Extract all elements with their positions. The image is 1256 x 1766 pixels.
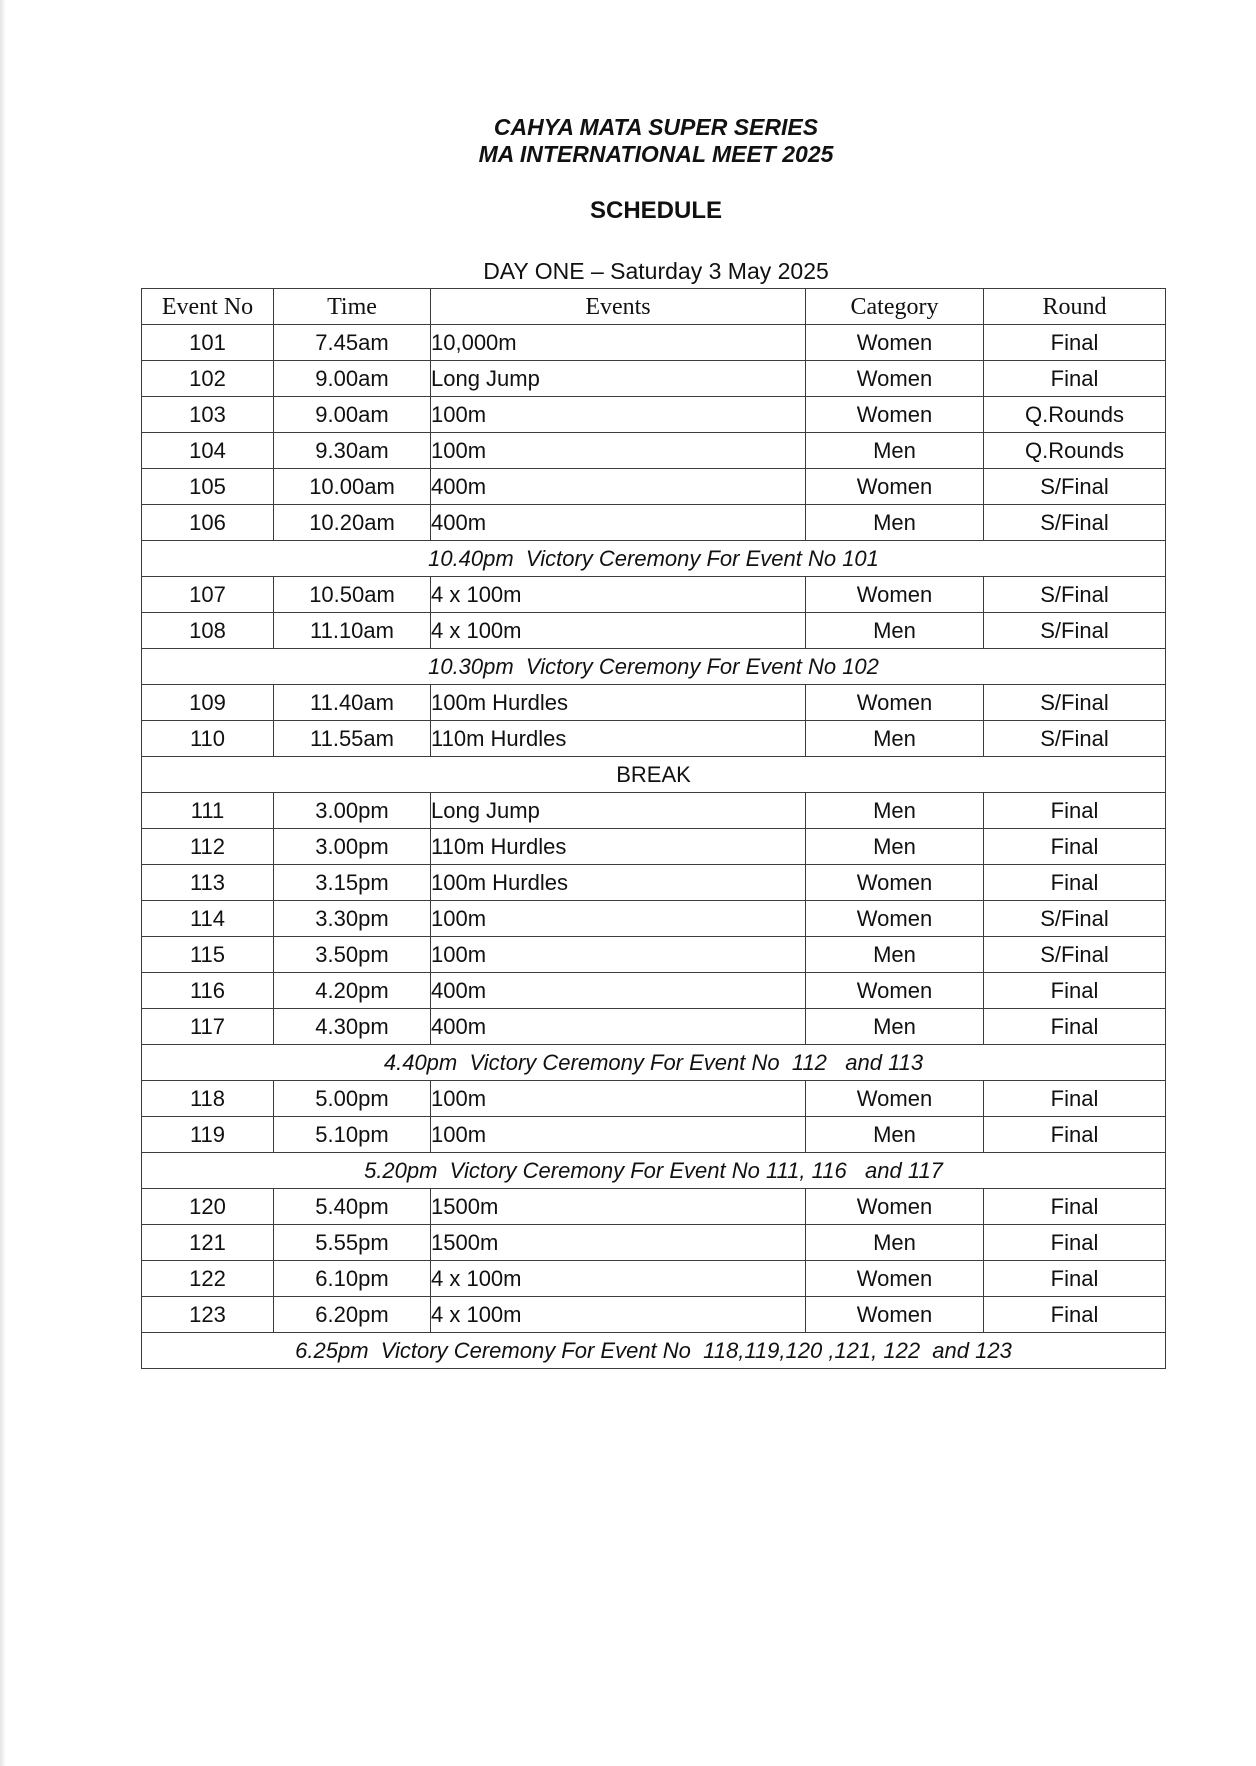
event-time-cell: 10.50am <box>274 577 431 613</box>
event-time-cell: 11.10am <box>274 613 431 649</box>
table-row <box>142 1081 1166 1117</box>
table-row <box>142 901 1166 937</box>
table-row <box>142 469 1166 505</box>
event-round-cell: Final <box>984 1225 1166 1261</box>
event-time-cell: 11.40am <box>274 685 431 721</box>
event-name-cell: 4 x 100m <box>431 1297 806 1333</box>
event-round-cell: Final <box>984 1261 1166 1297</box>
event-name-cell: 400m <box>431 1009 806 1045</box>
event-name-cell: Long Jump <box>431 793 806 829</box>
event-name-cell: 10,000m <box>431 325 806 361</box>
event-round-cell: Final <box>984 973 1166 1009</box>
day-heading: DAY ONE – Saturday 3 May 2025 <box>483 258 829 284</box>
event-number-cell: 106 <box>142 505 274 541</box>
event-round-cell: S/Final <box>984 577 1166 613</box>
table-row <box>142 685 1166 721</box>
event-number-cell: 102 <box>142 361 274 397</box>
victory-ceremony-note: 6.25pm Victory Ceremony For Event No 118,119,120 ,121, 122 and 123 <box>142 1333 1166 1369</box>
event-category-cell: Women <box>806 1297 984 1333</box>
event-time-cell: 4.30pm <box>274 1009 431 1045</box>
event-category-cell: Men <box>806 937 984 973</box>
event-round-cell: S/Final <box>984 469 1166 505</box>
event-category-cell: Women <box>806 469 984 505</box>
column-header-round: Round <box>984 289 1166 325</box>
event-name-cell: 400m <box>431 973 806 1009</box>
column-header-events: Events <box>431 289 806 325</box>
ceremony-row <box>142 1153 1166 1189</box>
event-name-cell: 110m Hurdles <box>431 721 806 757</box>
table-header-row <box>142 289 1166 325</box>
event-time-cell: 10.20am <box>274 505 431 541</box>
event-time-cell: 10.00am <box>274 469 431 505</box>
event-time-cell: 3.30pm <box>274 901 431 937</box>
column-header-event-no: Event No <box>142 289 274 325</box>
event-round-cell: Q.Rounds <box>984 433 1166 469</box>
event-name-cell: 100m Hurdles <box>431 865 806 901</box>
table-row <box>142 577 1166 613</box>
event-round-cell: Final <box>984 865 1166 901</box>
table-row <box>142 1189 1166 1225</box>
break-row <box>142 757 1166 793</box>
event-name-cell: 1500m <box>431 1189 806 1225</box>
event-number-cell: 120 <box>142 1189 274 1225</box>
event-category-cell: Women <box>806 361 984 397</box>
event-name-cell: 400m <box>431 469 806 505</box>
event-time-cell: 5.55pm <box>274 1225 431 1261</box>
event-time-cell: 3.00pm <box>274 829 431 865</box>
event-round-cell: Final <box>984 829 1166 865</box>
event-category-cell: Men <box>806 1009 984 1045</box>
event-time-cell: 3.00pm <box>274 793 431 829</box>
event-number-cell: 104 <box>142 433 274 469</box>
table-row <box>142 433 1166 469</box>
event-category-cell: Women <box>806 1189 984 1225</box>
break-label: BREAK <box>142 757 1166 793</box>
event-time-cell: 9.30am <box>274 433 431 469</box>
event-number-cell: 107 <box>142 577 274 613</box>
event-category-cell: Women <box>806 865 984 901</box>
event-round-cell: S/Final <box>984 937 1166 973</box>
event-category-cell: Women <box>806 1081 984 1117</box>
event-number-cell: 121 <box>142 1225 274 1261</box>
event-round-cell: S/Final <box>984 901 1166 937</box>
table-row <box>142 721 1166 757</box>
event-number-cell: 119 <box>142 1117 274 1153</box>
ceremony-row <box>142 541 1166 577</box>
event-time-cell: 6.10pm <box>274 1261 431 1297</box>
victory-ceremony-note: 10.40pm Victory Ceremony For Event No 101 <box>142 541 1166 577</box>
event-time-cell: 3.50pm <box>274 937 431 973</box>
event-name-cell: 100m <box>431 901 806 937</box>
event-category-cell: Women <box>806 901 984 937</box>
event-round-cell: S/Final <box>984 613 1166 649</box>
table-row <box>142 1117 1166 1153</box>
event-name-cell: 1500m <box>431 1225 806 1261</box>
event-category-cell: Women <box>806 325 984 361</box>
event-name-cell: 110m Hurdles <box>431 829 806 865</box>
schedule-heading: SCHEDULE <box>589 197 722 224</box>
event-name-cell: 4 x 100m <box>431 613 806 649</box>
event-round-cell: Final <box>984 1297 1166 1333</box>
schedule-table-body <box>142 325 1166 1369</box>
table-row <box>142 397 1166 433</box>
event-category-cell: Men <box>806 613 984 649</box>
event-category-cell: Men <box>806 505 984 541</box>
event-number-cell: 116 <box>142 973 274 1009</box>
event-number-cell: 113 <box>142 865 274 901</box>
table-row <box>142 973 1166 1009</box>
table-row <box>142 1009 1166 1045</box>
event-time-cell: 9.00am <box>274 361 431 397</box>
column-header-time: Time <box>274 289 431 325</box>
event-category-cell: Men <box>806 1117 984 1153</box>
event-round-cell: Final <box>984 1117 1166 1153</box>
event-name-cell: 100m <box>431 397 806 433</box>
event-category-cell: Men <box>806 1225 984 1261</box>
event-number-cell: 110 <box>142 721 274 757</box>
table-row <box>142 505 1166 541</box>
ceremony-row <box>142 1045 1166 1081</box>
event-name-cell: 100m <box>431 937 806 973</box>
event-number-cell: 112 <box>142 829 274 865</box>
event-name-cell: 4 x 100m <box>431 1261 806 1297</box>
event-number-cell: 117 <box>142 1009 274 1045</box>
table-row <box>142 361 1166 397</box>
table-row <box>142 1297 1166 1333</box>
event-time-cell: 5.00pm <box>274 1081 431 1117</box>
victory-ceremony-note: 4.40pm Victory Ceremony For Event No 112 and 113 <box>142 1045 1166 1081</box>
event-time-cell: 7.45am <box>274 325 431 361</box>
event-category-cell: Women <box>806 685 984 721</box>
event-round-cell: S/Final <box>984 505 1166 541</box>
event-number-cell: 109 <box>142 685 274 721</box>
event-round-cell: Final <box>984 325 1166 361</box>
table-row <box>142 1225 1166 1261</box>
victory-ceremony-note: 5.20pm Victory Ceremony For Event No 111, 116 and 117 <box>142 1153 1166 1189</box>
event-name-cell: 100m Hurdles <box>431 685 806 721</box>
schedule-table <box>141 288 1166 1369</box>
event-number-cell: 103 <box>142 397 274 433</box>
table-row <box>142 793 1166 829</box>
event-time-cell: 5.40pm <box>274 1189 431 1225</box>
event-number-cell: 118 <box>142 1081 274 1117</box>
ceremony-row <box>142 1333 1166 1369</box>
event-number-cell: 108 <box>142 613 274 649</box>
ceremony-row <box>142 649 1166 685</box>
event-category-cell: Men <box>806 829 984 865</box>
table-row <box>142 937 1166 973</box>
event-time-cell: 4.20pm <box>274 973 431 1009</box>
event-name-cell: Long Jump <box>431 361 806 397</box>
meet-series-title: CAHYA MATA SUPER SERIES <box>493 114 819 140</box>
event-round-cell: Final <box>984 1009 1166 1045</box>
event-category-cell: Men <box>806 721 984 757</box>
table-row <box>142 865 1166 901</box>
meet-name-title: MA INTERNATIONAL MEET 2025 <box>478 141 834 167</box>
event-number-cell: 123 <box>142 1297 274 1333</box>
event-time-cell: 3.15pm <box>274 865 431 901</box>
event-time-cell: 9.00am <box>274 397 431 433</box>
event-number-cell: 105 <box>142 469 274 505</box>
table-row <box>142 1261 1166 1297</box>
event-round-cell: Final <box>984 361 1166 397</box>
event-category-cell: Women <box>806 397 984 433</box>
event-round-cell: S/Final <box>984 721 1166 757</box>
event-time-cell: 6.20pm <box>274 1297 431 1333</box>
event-round-cell: Q.Rounds <box>984 397 1166 433</box>
event-name-cell: 400m <box>431 505 806 541</box>
event-name-cell: 100m <box>431 433 806 469</box>
table-row <box>142 325 1166 361</box>
event-name-cell: 100m <box>431 1081 806 1117</box>
event-round-cell: Final <box>984 1189 1166 1225</box>
event-number-cell: 115 <box>142 937 274 973</box>
event-time-cell: 11.55am <box>274 721 431 757</box>
event-category-cell: Women <box>806 577 984 613</box>
event-number-cell: 101 <box>142 325 274 361</box>
event-round-cell: S/Final <box>984 685 1166 721</box>
event-category-cell: Women <box>806 1261 984 1297</box>
event-name-cell: 4 x 100m <box>431 577 806 613</box>
event-number-cell: 122 <box>142 1261 274 1297</box>
event-round-cell: Final <box>984 793 1166 829</box>
event-number-cell: 111 <box>142 793 274 829</box>
event-category-cell: Men <box>806 793 984 829</box>
event-name-cell: 100m <box>431 1117 806 1153</box>
column-header-category: Category <box>806 289 984 325</box>
table-row <box>142 829 1166 865</box>
event-round-cell: Final <box>984 1081 1166 1117</box>
event-category-cell: Women <box>806 973 984 1009</box>
event-number-cell: 114 <box>142 901 274 937</box>
victory-ceremony-note: 10.30pm Victory Ceremony For Event No 102 <box>142 649 1166 685</box>
table-row <box>142 613 1166 649</box>
event-time-cell: 5.10pm <box>274 1117 431 1153</box>
event-category-cell: Men <box>806 433 984 469</box>
